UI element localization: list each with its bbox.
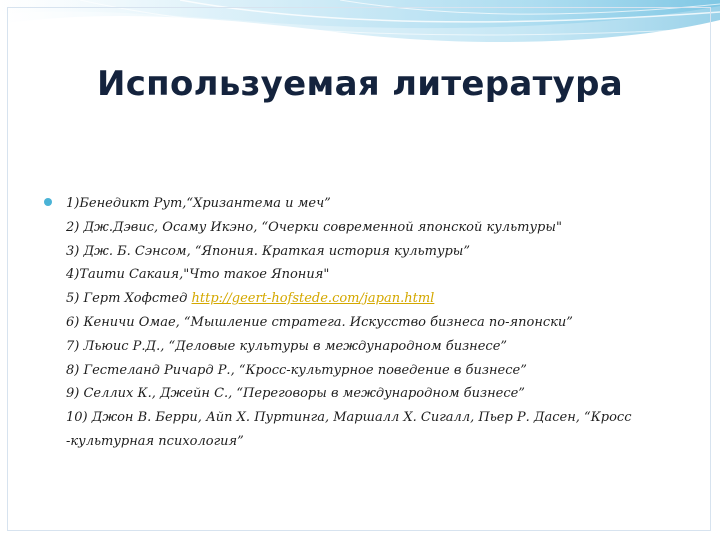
list-item: 2) Дж.Дэвис, Осаму Икэно, “Очерки современной японской культуры": [66, 219, 562, 235]
reference-author: 5) Герт Хофстед: [66, 291, 192, 307]
list-item: [66, 287, 694, 311]
page-title: Используемая литература: [96, 64, 624, 104]
list-item: 9) Селлих К., Джейн С., “Переговоры в международном бизнесе”: [66, 386, 525, 402]
list-item: 8) Гестеланд Ричард Р., “Кросс-культурное поведение в бизнесе”: [66, 362, 527, 378]
list-item: 6) Кеничи Омае, “Мышление стратега. Искусство бизнеса по-японски”: [66, 314, 573, 330]
list-item: 3) Дж. Б. Сэнсом, “Япония. Краткая история культуры”: [66, 243, 471, 259]
list-item: 7) Льюис Р.Д., “Деловые культуры в международном бизнесе”: [66, 338, 508, 354]
list-item: 10) Джон В. Берри, Айп Х. Пуртинга, Маршалл Х. Сигалл, Пьер Р. Дасен, “Кросс -культурная психология”: [66, 410, 632, 449]
hofstede-link[interactable]: http://geert-hofstede.com/japan.html: [191, 291, 435, 307]
list-item: 4)Таити Сакаия,"Что такое Япония": [66, 267, 330, 283]
references-list: [44, 192, 694, 454]
round-bullet-icon: [44, 198, 52, 206]
list-item: 1)Бенедикт Рут,“Хризантема и меч”: [66, 196, 331, 211]
references-section: [44, 192, 694, 454]
